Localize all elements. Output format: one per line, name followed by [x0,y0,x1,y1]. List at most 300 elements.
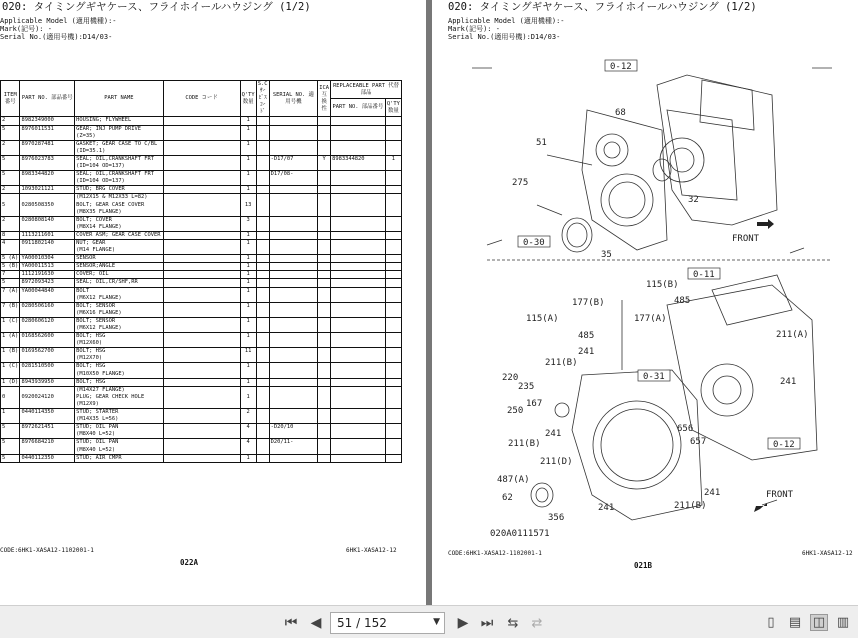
col-qty-cell: 1 [240,378,256,386]
col-ica-cell [318,287,331,295]
col-item-cell [1,325,20,333]
col-rp-qty-cell [385,348,401,356]
col-qty-cell: 1 [240,394,256,401]
col-sc-cell [256,209,269,217]
col-item-cell [1,133,20,141]
col-serial-cell [269,194,318,202]
col-serial-cell [269,224,318,232]
col-qty-cell: 13 [240,202,256,209]
col-part-no-cell: YA00010304 [20,255,75,263]
col-code-cell [163,263,240,271]
col-code-cell [163,271,240,279]
col-rp-qty-cell [385,325,401,333]
col-code-cell [163,295,240,303]
col-sc-cell [256,355,269,363]
col-rp-part-cell [331,125,386,133]
col-serial-cell [269,209,318,217]
col-part-name-cell: SENSOR [75,255,163,263]
col-part-name-cell: BOLT; HSG [75,378,163,386]
next-page-icon[interactable]: ▶ [457,615,469,631]
col-part-name-cell: STUD; BRG COVER [75,186,163,194]
col-part-no-cell: 0280506160 [20,302,75,310]
mark: Mark(記号): - [448,25,500,33]
serial-no: Serial No.(適用号機):D14/03- [0,33,113,41]
col-part-name-cell: (M14X35 L=56) [75,416,163,424]
col-rp-part-cell [331,202,386,209]
col-part-no-cell: 8983344820 [20,171,75,179]
col-rp-qty-cell [385,117,401,125]
single-page-view-icon[interactable]: ▯ [767,615,775,630]
col-item-cell: 1 (C) [2,317,19,324]
table-row [1,239,402,247]
serial-no: Serial No.(適用号機):D14/03- [448,33,561,41]
col-code: CODE コード [163,81,240,117]
col-qty-cell: 3 [240,216,256,224]
col-ica-cell [318,348,331,356]
col-rp-qty-cell [385,216,401,224]
page-right [432,0,858,605]
col-item-cell [1,310,20,318]
col-code-cell [163,317,240,325]
col-ica-cell [318,447,331,455]
table-row [1,416,402,424]
col-rp-part-cell [331,216,386,224]
page-number: 022A [180,558,199,567]
col-part-name-cell: BOLT; COVER [75,216,163,224]
applicable-model: Applicable Model (適用機種):- [0,17,117,25]
col-part-no-cell [20,194,75,202]
table-row [1,325,402,333]
col-qty-cell [240,310,256,318]
col-rp-qty-cell [385,186,401,194]
col-item-cell: 7 (A) [2,287,19,294]
col-rp-qty-cell [385,125,401,133]
col-item-cell [1,431,20,439]
col-part-name-cell: SEAL; OIL,CRANKSHAFT FRT [75,155,163,163]
col-item-cell: 5 [1,439,20,447]
col-code-cell [163,239,240,247]
col-part-name-cell: (M12X15 & M12X33 L=82) [75,194,163,202]
col-ica-cell [318,186,331,194]
col-rp-qty-cell [385,310,401,318]
col-rp-qty-cell [385,287,401,295]
col-part-no-cell [20,295,75,303]
callout-0-31: 0-31 [643,372,665,382]
col-rp-qty-cell [385,247,401,255]
table-row [1,202,402,209]
col-code-cell [163,333,240,341]
col-qty-cell [240,386,256,394]
col-part-no-cell [20,133,75,141]
col-code-cell [163,216,240,224]
col-part-name-cell: PLUG; GEAR CHECK HOLE [75,394,163,401]
col-qty-cell: 1 [240,363,256,371]
col-part-no: PART NO. 部品番号 [20,81,75,117]
col-serial-cell [269,231,318,239]
callout-241-b: 241 [780,377,797,387]
col-ica-cell [318,378,331,386]
col-qty-cell [240,133,256,141]
two-page-continuous-view-icon[interactable]: ▥ [836,615,850,630]
col-ica-cell [318,279,331,287]
col-item-cell [1,416,20,424]
col-code-cell [163,155,240,163]
col-qty-cell [240,325,256,333]
col-qty-cell: 1 [240,117,256,125]
col-qty-cell: 11 [240,348,256,356]
col-rp-part-cell [331,279,386,287]
callout-485-b: 485 [578,331,595,341]
col-rp-part-cell [331,231,386,239]
col-item-cell: 5 [1,279,20,287]
col-rp-qty-cell [385,340,401,348]
table-row [1,148,402,156]
col-item-cell [1,340,20,348]
col-code-cell [163,125,240,133]
col-code-cell [163,355,240,363]
col-part-no-cell: YA00011513 [20,263,75,271]
col-rp-qty-cell [385,363,401,371]
col-ica-cell [318,431,331,439]
col-part-name-cell: (M14 FLANGE) [75,247,163,255]
col-rp-qty-cell [385,386,401,394]
col-rp-part-cell [331,140,386,148]
col-code-cell [163,371,240,379]
table-row [1,287,402,295]
col-part-name-cell: (M8X40 L=52) [75,431,163,439]
col-code-cell [163,409,240,417]
col-ica-cell [318,247,331,255]
col-part-no-cell [20,355,75,363]
col-ica-cell [318,216,331,224]
last-page-icon[interactable]: ⏭ [480,615,494,631]
table-row [1,363,402,371]
col-sc-cell [256,202,269,209]
col-part-name-cell: SEAL; OIL,CRANKSHAFT FRT [75,171,163,179]
col-code-cell [163,401,240,409]
col-part-no-cell [20,340,75,348]
col-code-cell [163,447,240,455]
col-rp-part-cell [331,333,386,341]
col-rp-qty-cell [385,424,401,432]
col-ica-cell [318,363,331,371]
col-code-cell [163,340,240,348]
col-part-no-cell: 0440112350 [20,454,75,462]
col-code-cell [163,287,240,295]
col-rp-qty-cell [385,394,401,401]
col-serial-cell [269,333,318,341]
col-rp-qty-cell [385,409,401,417]
col-rp-part-cell [331,386,386,394]
col-qty-cell: 1 [240,171,256,179]
col-part-no-cell: 0280606120 [20,317,75,325]
col-rp-qty-cell [385,333,401,341]
table-row [1,216,402,224]
col-qty-cell: 1 [240,231,256,239]
callout-241-a: 241 [578,347,595,357]
back-icon[interactable]: ⇆ [507,615,519,631]
applicable-model: Applicable Model (適用機種):- [448,17,565,25]
col-rp-qty: Q'TY 数量 [385,99,401,117]
col-serial-cell [269,447,318,455]
col-item-cell [1,163,20,171]
col-rp-part-cell [331,325,386,333]
col-rp-part-cell [331,186,386,194]
col-serial-cell [269,394,318,401]
col-qty-cell: 4 [240,439,256,447]
col-rp-part-cell [331,255,386,263]
col-sc-cell [256,216,269,224]
col-item-cell [1,209,20,217]
col-rp-qty-cell [385,302,401,310]
col-rp-part-cell [331,340,386,348]
col-part-no-cell: 8972093423 [20,279,75,287]
col-part-name-cell: (M10X50 FLANGE) [75,371,163,379]
two-page-view-icon[interactable]: ◫ [810,614,828,631]
col-item-cell: 1 (A) [2,333,19,340]
col-part-name-cell: STUD; OIL PAN [75,424,163,432]
col-ica-cell [318,148,331,156]
forward-icon[interactable]: ⇄ [531,615,543,631]
col-serial-cell [269,378,318,386]
col-ica-cell [318,317,331,325]
callout-241-d: 241 [598,503,615,513]
col-rp-part-cell [331,133,386,141]
col-ica-cell [318,454,331,462]
col-serial-cell [269,178,318,186]
col-sc-cell [256,325,269,333]
col-serial-cell [269,133,318,141]
col-part-name-cell: (M6X12 FLANGE) [75,325,163,333]
col-rp-qty-cell [385,416,401,424]
first-page-icon[interactable]: ⏮ [284,615,298,631]
col-item-cell: 2 [1,216,20,224]
col-part-name-cell: (ID=104 OD=137) [75,178,163,186]
col-ica-cell [318,133,331,141]
col-rp-part-cell [331,454,386,462]
col-rp-part-cell [331,117,386,125]
col-sc-cell [256,371,269,379]
page-left [0,0,426,605]
col-sc-cell [256,447,269,455]
col-part-name-cell: COVER; OIL [75,271,163,279]
col-serial: SERIAL NO. 適用号機 [269,81,318,117]
callout-235: 235 [518,382,535,392]
col-rp-qty-cell [385,447,401,455]
col-part-no-cell: 1093021121 [20,186,75,194]
col-part-no-cell [20,178,75,186]
col-part-name-cell: (M12X9) [75,401,163,409]
col-sc-cell [256,178,269,186]
col-rp-qty-cell [385,224,401,232]
col-rp-qty-cell [385,317,401,325]
callout-115a: 115(A) [526,314,559,324]
callout-211b-3: 211(B) [674,501,707,511]
callout-250: 250 [507,406,524,416]
col-item-cell: 5 [1,155,20,163]
col-serial-cell [269,401,318,409]
col-sc-cell [256,431,269,439]
col-item-cell [1,447,20,455]
table-row [1,209,402,217]
col-rp-part-cell [331,287,386,295]
continuous-view-icon[interactable]: ▤ [788,615,802,630]
col-part-no-cell [20,209,75,217]
table-row [1,401,402,409]
col-sc-cell [256,231,269,239]
figure-reference: 020A0111571 [490,529,550,539]
col-ica-cell [318,239,331,247]
col-qty-cell: 1 [240,255,256,263]
col-sc-cell [256,295,269,303]
col-part-name-cell: (M12X60) [75,340,163,348]
col-qty-cell: 1 [240,287,256,295]
col-rp-part-cell [331,148,386,156]
callout-177b: 177(B) [572,298,605,308]
callout-167: 167 [526,399,543,409]
col-sc-cell [256,224,269,232]
callout-211a: 211(A) [776,330,809,340]
col-sc-cell [256,271,269,279]
col-code-cell [163,148,240,156]
col-code-cell [163,209,240,217]
callout-177a: 177(A) [634,314,667,324]
col-part-no-cell: 8972621451 [20,424,75,432]
col-rp-qty-cell: 1 [385,155,401,163]
table-row [1,386,402,394]
col-sc-cell [256,148,269,156]
viewer-toolbar [0,605,858,638]
callout-0-11: 0-11 [693,270,715,280]
col-part-no-cell [20,447,75,455]
col-item-cell [1,224,20,232]
col-serial-cell [269,247,318,255]
col-code-cell [163,140,240,148]
col-qty-cell [240,209,256,217]
col-rp-qty-cell [385,271,401,279]
col-qty-cell: 1 [240,155,256,163]
callout-487a: 487(A) [497,475,530,485]
col-sc-cell [256,133,269,141]
col-qty-cell: 1 [240,239,256,247]
page-dropdown-icon[interactable]: ▼ [433,617,440,627]
col-sc-cell [256,333,269,341]
col-part-name-cell: GASKET; GEAR CASE TO C/BL [75,140,163,148]
col-item-cell: 5 [1,171,20,179]
table-row [1,255,402,263]
page-title: 020: タイミングギヤケース、フライホイールハウジング (1/2) [2,1,311,13]
col-code-cell [163,202,240,209]
col-part-no-cell: 8976023783 [20,155,75,163]
callout-211b: 211(B) [545,358,578,368]
col-sc-cell [256,439,269,447]
col-code-cell [163,171,240,179]
callout-356: 356 [548,513,565,523]
col-qty-cell: 1 [240,263,256,271]
col-part-name-cell: BOLT; SENSOR [75,302,163,310]
col-ica-cell [318,302,331,310]
col-rp-qty-cell [385,194,401,202]
col-ica: ICA 互換性 [318,81,331,117]
callout-68: 68 [615,108,626,118]
table-row [1,171,402,179]
col-rp-part-cell [331,224,386,232]
col-sc-cell [256,194,269,202]
col-code-cell [163,302,240,310]
col-serial-cell [269,140,318,148]
col-item-cell: 1 [1,409,20,417]
table-row [1,371,402,379]
col-rp-qty-cell [385,431,401,439]
col-code-cell [163,117,240,125]
col-part-no-cell: 8970287481 [20,140,75,148]
table-row [1,333,402,341]
col-qty-cell [240,194,256,202]
col-ica-cell [318,416,331,424]
col-rp-qty-cell [385,178,401,186]
col-qty-cell [240,401,256,409]
col-rp-qty-cell [385,355,401,363]
table-row [1,394,402,401]
col-code-cell [163,424,240,432]
page-number: 021B [634,561,653,570]
page-number-input[interactable] [330,612,445,634]
prev-page-icon[interactable]: ◀ [310,615,322,631]
table-row [1,155,402,163]
col-part-name-cell: NUT; GEAR [75,239,163,247]
col-part-name-cell: BOLT; HSG [75,363,163,371]
col-rp-qty-cell [385,371,401,379]
col-ica-cell [318,231,331,239]
col-qty-cell: 1 [240,271,256,279]
parts-table-body [1,117,402,462]
col-code-cell [163,255,240,263]
col-qty-cell [240,247,256,255]
col-code-cell [163,325,240,333]
footer-code: CODE:6HK1-XASA12-1102001-1 [0,547,94,554]
col-sc-cell [256,140,269,148]
table-row [1,340,402,348]
col-serial-cell [269,355,318,363]
col-rp-part-cell [331,378,386,386]
exploded-parts-diagram [432,50,858,595]
col-ica-cell [318,263,331,271]
label-front-bottom: FRONT [766,490,794,500]
col-part-name-cell: (Z=35) [75,133,163,141]
col-ica-cell [318,255,331,263]
col-item-cell [1,355,20,363]
col-part-name-cell: STUD; OIL PAN [75,439,163,447]
col-part-no-cell: 0440114350 [20,409,75,417]
col-sc-cell [256,302,269,310]
col-replaceable: REPLACEABLE PART 代替部品 [331,81,402,99]
col-rp-qty-cell [385,148,401,156]
col-code-cell [163,310,240,318]
col-part-no-cell [20,224,75,232]
col-ica-cell [318,178,331,186]
callout-485-a: 485 [674,296,691,306]
col-serial-cell [269,239,318,247]
table-row [1,378,402,386]
table-row [1,431,402,439]
col-item-cell: 5 [1,202,20,209]
col-part-no-cell: 1112191630 [20,271,75,279]
col-sc-cell [256,340,269,348]
table-row [1,302,402,310]
col-serial-cell [269,371,318,379]
col-serial-cell [269,310,318,318]
col-code-cell [163,363,240,371]
